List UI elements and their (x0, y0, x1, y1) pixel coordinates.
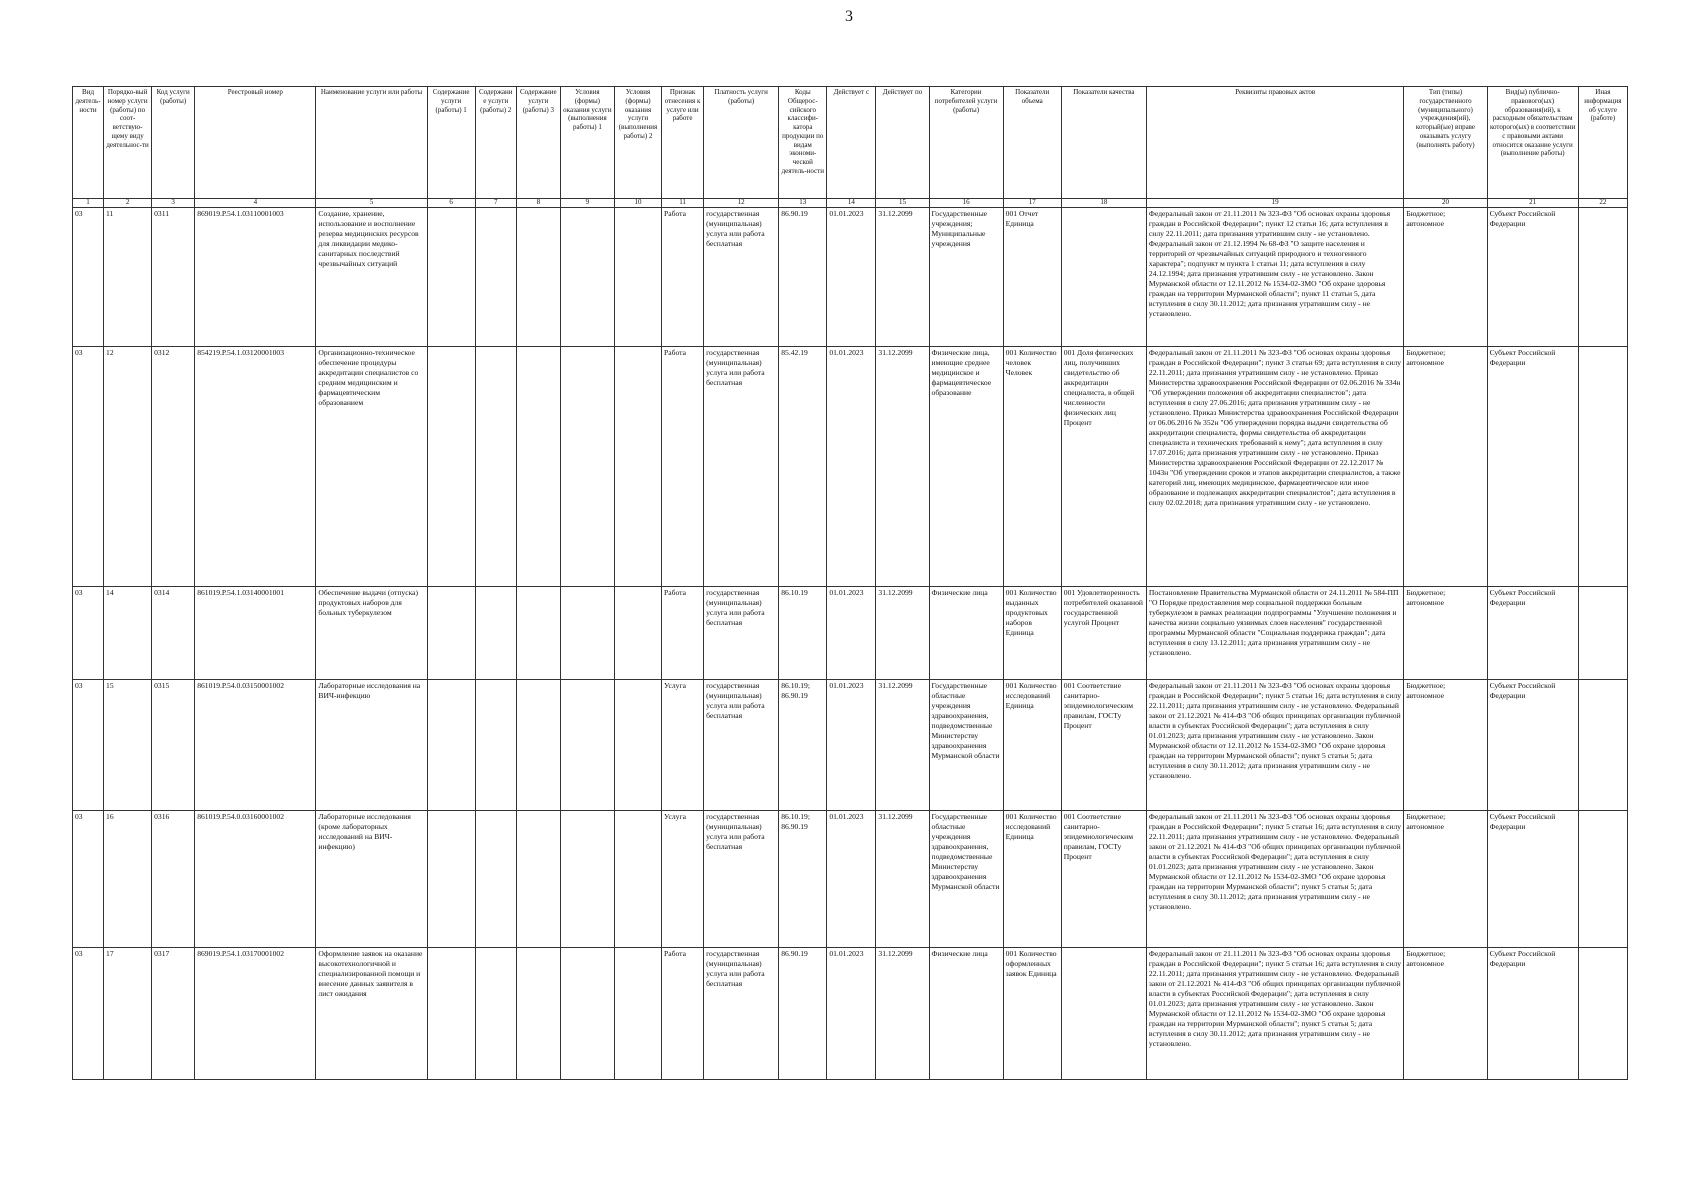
column-number: 11 (662, 199, 704, 208)
acts-cell: Федеральный закон от 21.11.2011 № 323-ФЗ "Об основах охраны здоровья граждан в Российской Федерации"; пункт 5 статьи 16; дата вступления в силу 22.11.2011; дата признания утратившим силу - не установлено. Федеральный закон от 21.12.2021 № 414-ФЗ "Об общих принципах организации публичной власти в субъектах Российской Федерации"; дата вступления в силу 01.01.2023; дата признания утратившим силу - не установлено. Закон Мурманской области от 12.11.2012 № 1534-02-ЗМО "Об охране здоровья граждан на территории Мурманской области"; пункт 5 статьи 5; дата вступления в силу 30.11.2012; дата признания утратившим силу - не установлено. (1146, 948, 1403, 1080)
content2-cell (475, 347, 516, 587)
quality-cell (1061, 208, 1146, 347)
kind-cell: Услуга (662, 811, 704, 948)
consumers-cell: Физические лица (929, 948, 1003, 1080)
acts-cell: Постановление Правительства Мурманской области от 24.11.2011 № 584-ПП "О Порядке предоставления мер социальной поддержки больным туберкулезом в рамках реализации подпрограммы "Улучшение положения и качества жизни социально уязвимых слоев населения" государственной программы Мурманской области "Социальная поддержка граждан"; дата вступления в силу 13.12.2011; дата признания утратившим силу - не установлено. (1146, 587, 1403, 680)
table-row (73, 948, 1628, 1080)
payment-cell: государственная (муниципальная) услуга или работа бесплатная (704, 680, 779, 811)
column-number: 20 (1404, 199, 1487, 208)
header-cell: Вид(ы) публично-правового(ых) образования(ий), к расходным обязательствам которого(ых) в соответствии с правовыми актами относится оказание услуги (выполнение работы) (1487, 87, 1578, 199)
column-number-row (73, 199, 1628, 208)
content1-cell (427, 587, 475, 680)
acts-cell: Федеральный закон от 21.11.2011 № 323-ФЗ "Об основах охраны здоровья граждан в Российской Федерации"; пункт 3 статьи 69; дата вступления в силу 22.11.2011; дата признания утратившим силу - не установлено. Приказ Министерства здравоохранения Российской Федерации от 02.06.2016 № 334н "Об утверждении положения об аккредитации специалистов"; дата вступления в силу 27.06.2016; дата признания утратившим силу - не установлено. Приказ Министерства здравоохранения Российской Федерации от 06.06.2016 № 352н "Об утверждении порядка выдачи свидетельства об аккредитации специалиста, формы свидетельства об аккредитации специалиста и технических требований к нему"; дата вступления в силу 17.07.2016; дата признания утратившим силу - не установлено. Приказ Министерства здравоохранения Российской Федерации от 22.12.2017 № 1043н "Об утверждении сроков и этапов аккредитации специалистов, а также категорий лиц, имеющих медицинское, фармацевтическое или иное образование и подлежащих аккредитации специалистов"; дата вступления в силу 02.02.2018; дата признания утратившим силу - не установлено. (1146, 347, 1403, 587)
column-number: 15 (876, 199, 929, 208)
column-number: 17 (1003, 199, 1061, 208)
condition1-cell (560, 347, 614, 587)
volume-cell: 001 Количество исследований Единица (1003, 811, 1061, 948)
code-cell: 0315 (152, 680, 195, 811)
content1-cell (427, 347, 475, 587)
header-cell: Действует с (827, 87, 876, 199)
institution-type-cell: Бюджетное; автономное (1404, 680, 1487, 811)
registry-cell: 861019.Р.54.0.03160001002 (195, 811, 316, 948)
content1-cell (427, 811, 475, 948)
header-cell: Вид деятель-ности (73, 87, 104, 199)
kind-cell: Работа (662, 587, 704, 680)
content3-cell (516, 587, 560, 680)
header-cell: Признак отнесения к услуге или работе (662, 87, 704, 199)
order-cell: 12 (104, 347, 152, 587)
header-cell: Наименование услуги или работы (316, 87, 427, 199)
order-cell: 14 (104, 587, 152, 680)
name-cell: Лабораторные исследования на ВИЧ-инфекцию (316, 680, 427, 811)
name-cell: Оформление заявок на оказание высокотехнологичной и специализированной помощи и внесение данных заявителя в лист ожидания (316, 948, 427, 1080)
table-row (73, 680, 1628, 811)
activity-cell: 03 (73, 948, 104, 1080)
consumers-cell: Государственные областные учреждения здравоохранения, подведомственные Министерству здравоохранения Мурманской области (929, 811, 1003, 948)
institution-type-cell: Бюджетное; автономное (1404, 811, 1487, 948)
condition1-cell (560, 587, 614, 680)
header-cell: Категории потребителей услуги (работы) (929, 87, 1003, 199)
consumers-cell: Физические лица, имеющие среднее медицинское и фармацевтическое образование (929, 347, 1003, 587)
entity-cell: Субъект Российской Федерации (1487, 587, 1578, 680)
column-number: 14 (827, 199, 876, 208)
condition1-cell (560, 948, 614, 1080)
header-cell: Коды Общерос-сийского классифи-катора продукции по видам экономи-ческой деятель-ности (779, 87, 827, 199)
column-number: 8 (516, 199, 560, 208)
column-number: 9 (560, 199, 614, 208)
kind-cell: Работа (662, 347, 704, 587)
activity-cell: 03 (73, 680, 104, 811)
registry-cell: 869019.Р.54.1.03110001003 (195, 208, 316, 347)
kind-cell: Работа (662, 208, 704, 347)
activity-cell: 03 (73, 587, 104, 680)
volume-cell: 001 Количество выданных продуктовых наборов Единица (1003, 587, 1061, 680)
header-row (73, 87, 1628, 199)
order-cell: 15 (104, 680, 152, 811)
content1-cell (427, 948, 475, 1080)
registry-cell: 854219.Р.54.1.03120001003 (195, 347, 316, 587)
column-number: 10 (614, 199, 661, 208)
name-cell: Обеспечение выдачи (отпуска) продуктовых наборов для больных туберкулезом (316, 587, 427, 680)
okved-cell: 86.10.19 (779, 587, 827, 680)
content1-cell (427, 208, 475, 347)
content1-cell (427, 680, 475, 811)
header-cell: Платность услуги (работы) (704, 87, 779, 199)
quality-cell: 001 Соответствие санитарно-эпидемиологическим правилам, ГОСТу Процент (1061, 680, 1146, 811)
consumers-cell: Государственные областные учреждения здравоохранения, подведомственные Министерству здравоохранения Мурманской области (929, 680, 1003, 811)
payment-cell: государственная (муниципальная) услуга или работа бесплатная (704, 948, 779, 1080)
payment-cell: государственная (муниципальная) услуга или работа бесплатная (704, 811, 779, 948)
content3-cell (516, 680, 560, 811)
to-cell: 31.12.2099 (876, 680, 929, 811)
column-number: 6 (427, 199, 475, 208)
content2-cell (475, 811, 516, 948)
condition2-cell (614, 948, 661, 1080)
condition1-cell (560, 208, 614, 347)
condition1-cell (560, 680, 614, 811)
header-cell: Условия (формы) оказания услуги (выполнения работы) 1 (560, 87, 614, 199)
header-cell: Реквизиты правовых актов (1146, 87, 1403, 199)
column-number: 16 (929, 199, 1003, 208)
registry-table (72, 86, 1628, 1080)
column-number: 18 (1061, 199, 1146, 208)
condition2-cell (614, 811, 661, 948)
column-number: 21 (1487, 199, 1578, 208)
quality-cell: 001 Доля физических лиц, получивших свидетельство об аккредитации специалиста, в общей численности физических лиц Процент (1061, 347, 1146, 587)
kind-cell: Услуга (662, 680, 704, 811)
header-cell: Действует по (876, 87, 929, 199)
table-row (73, 347, 1628, 587)
okved-cell: 86.90.19 (779, 208, 827, 347)
from-cell: 01.01.2023 (827, 347, 876, 587)
activity-cell: 03 (73, 811, 104, 948)
entity-cell: Субъект Российской Федерации (1487, 347, 1578, 587)
header-cell: Показатели качества (1061, 87, 1146, 199)
header-cell: Содержание услуги (работы) 3 (516, 87, 560, 199)
content2-cell (475, 587, 516, 680)
page-number: 3 (845, 8, 853, 25)
payment-cell: государственная (муниципальная) услуга или работа бесплатная (704, 587, 779, 680)
column-number: 7 (475, 199, 516, 208)
entity-cell: Субъект Российской Федерации (1487, 208, 1578, 347)
to-cell: 31.12.2099 (876, 208, 929, 347)
column-number: 5 (316, 199, 427, 208)
to-cell: 31.12.2099 (876, 347, 929, 587)
column-number: 22 (1578, 199, 1627, 208)
institution-type-cell: Бюджетное; автономное (1404, 347, 1487, 587)
table-row (73, 208, 1628, 347)
from-cell: 01.01.2023 (827, 811, 876, 948)
column-number: 19 (1146, 199, 1403, 208)
other-cell (1578, 680, 1627, 811)
name-cell: Лабораторные исследования (кроме лабораторных исследований на ВИЧ-инфекцию) (316, 811, 427, 948)
acts-cell: Федеральный закон от 21.11.2011 № 323-ФЗ "Об основах охраны здоровья граждан в Российской Федерации"; пункт 12 статьи 16; дата вступления в силу 22.11.2011; дата признания утратившим силу - не установлено. Федеральный закон от 21.12.1994 № 68-ФЗ "О защите населения и территорий от чрезвычайных ситуаций природного и техногенного характера"; подпункт м пункта 1 статьи 11; дата вступления в силу 24.12.1994; дата признания утратившим силу - не установлено. Закон Мурманской области от 12.11.2012 № 1534-02-ЗМО "Об охране здоровья граждан на территории Мурманской области"; пункт 11 статьи 5, дата вступления в силу 30.11.2012; дата признания утратившим силу - не установлено. (1146, 208, 1403, 347)
name-cell: Создание, хранение, использование и восполнение резерва медицинских ресурсов для ликвидации медико-санитарных последствий чрезвычайных ситуаций (316, 208, 427, 347)
volume-cell: 001 Количество исследований Единица (1003, 680, 1061, 811)
code-cell: 0316 (152, 811, 195, 948)
to-cell: 31.12.2099 (876, 811, 929, 948)
header-cell: Код услуги (работы) (152, 87, 195, 199)
column-number: 3 (152, 199, 195, 208)
code-cell: 0314 (152, 587, 195, 680)
condition2-cell (614, 587, 661, 680)
okved-cell: 86.10.19; 86.90.19 (779, 680, 827, 811)
table-row (73, 587, 1628, 680)
code-cell: 0317 (152, 948, 195, 1080)
header-cell: Показатели объема (1003, 87, 1061, 199)
entity-cell: Субъект Российской Федерации (1487, 948, 1578, 1080)
institution-type-cell: Бюджетное; автономное (1404, 587, 1487, 680)
content3-cell (516, 347, 560, 587)
condition2-cell (614, 347, 661, 587)
entity-cell: Субъект Российской Федерации (1487, 811, 1578, 948)
acts-cell: Федеральный закон от 21.11.2011 № 323-ФЗ "Об основах охраны здоровья граждан в Российской Федерации"; пункт 5 статьи 16; дата вступления в силу 22.11.2011; дата признания утратившим силу - не установлено. Федеральный закон от 21.12.2021 № 414-ФЗ "Об общих принципах организации публичной власти в субъектах Российской Федерации"; дата вступления в силу 01.01.2023; дата признания утратившим силу - не установлено. Закон Мурманской области от 12.11.2012 № 1534-02-ЗМО "Об охране здоровья граждан на территории Мурманской области"; пункт 5 статьи 5; дата вступления в силу 30.11.2012; дата признания утратившим силу - не установлено. (1146, 811, 1403, 948)
to-cell: 31.12.2099 (876, 948, 929, 1080)
header-cell: Тип (типы) государственного (муниципального) учреждения(ий), который(ые) вправе оказывать услугу (выполнять работу) (1404, 87, 1487, 199)
quality-cell (1061, 948, 1146, 1080)
volume-cell: 001 Количество оформленных заявок Единица (1003, 948, 1061, 1080)
other-cell (1578, 587, 1627, 680)
from-cell: 01.01.2023 (827, 587, 876, 680)
header-cell: Содержание услуги (работы) 1 (427, 87, 475, 199)
registry-cell: 861019.Р.54.1.03140001001 (195, 587, 316, 680)
institution-type-cell: Бюджетное; автономное (1404, 948, 1487, 1080)
condition1-cell (560, 811, 614, 948)
column-number: 4 (195, 199, 316, 208)
from-cell: 01.01.2023 (827, 948, 876, 1080)
column-number: 12 (704, 199, 779, 208)
entity-cell: Субъект Российской Федерации (1487, 680, 1578, 811)
volume-cell: 001 Количество человек Человек (1003, 347, 1061, 587)
activity-cell: 03 (73, 347, 104, 587)
column-number: 1 (73, 199, 104, 208)
header-cell: Условия (формы) оказания услуги (выполнения работы) 2 (614, 87, 661, 199)
code-cell: 0311 (152, 208, 195, 347)
registry-cell: 869019.Р.54.1.03170001002 (195, 948, 316, 1080)
table-row (73, 811, 1628, 948)
name-cell: Организационно-техническое обеспечение процедуры аккредитации специалистов со средним медицинским и фармацевтическим образованием (316, 347, 427, 587)
other-cell (1578, 948, 1627, 1080)
order-cell: 16 (104, 811, 152, 948)
content3-cell (516, 948, 560, 1080)
registry-cell: 861019.Р.54.0.03150001002 (195, 680, 316, 811)
other-cell (1578, 811, 1627, 948)
order-cell: 17 (104, 948, 152, 1080)
header-cell: Порядко-вый номер услуги (работы) по соот-ветствую-щему виду деятельнос-ти (104, 87, 152, 199)
okved-cell: 86.10.19; 86.90.19 (779, 811, 827, 948)
quality-cell: 001 Соответствие санитарно-эпидемиологическим правилам, ГОСТу Процент (1061, 811, 1146, 948)
consumers-cell: Физические лица (929, 587, 1003, 680)
header-cell: Иная информация об услуге (работе) (1578, 87, 1627, 199)
to-cell: 31.12.2099 (876, 587, 929, 680)
institution-type-cell: Бюджетное; автономное (1404, 208, 1487, 347)
from-cell: 01.01.2023 (827, 680, 876, 811)
payment-cell: государственная (муниципальная) услуга или работа бесплатная (704, 208, 779, 347)
quality-cell: 001 Удовлетворенность потребителей оказанной государственной услугой Процент (1061, 587, 1146, 680)
header-cell: Содержани е услуги (работы) 2 (475, 87, 516, 199)
from-cell: 01.01.2023 (827, 208, 876, 347)
content2-cell (475, 208, 516, 347)
okved-cell: 85.42.19 (779, 347, 827, 587)
activity-cell: 03 (73, 208, 104, 347)
header-cell: Реестровый номер (195, 87, 316, 199)
code-cell: 0312 (152, 347, 195, 587)
other-cell (1578, 347, 1627, 587)
content2-cell (475, 680, 516, 811)
order-cell: 11 (104, 208, 152, 347)
content3-cell (516, 208, 560, 347)
column-number: 13 (779, 199, 827, 208)
payment-cell: государственная (муниципальная) услуга или работа бесплатная (704, 347, 779, 587)
condition2-cell (614, 208, 661, 347)
okved-cell: 86.90.19 (779, 948, 827, 1080)
condition2-cell (614, 680, 661, 811)
other-cell (1578, 208, 1627, 347)
column-number: 2 (104, 199, 152, 208)
kind-cell: Работа (662, 948, 704, 1080)
content2-cell (475, 948, 516, 1080)
content3-cell (516, 811, 560, 948)
acts-cell: Федеральный закон от 21.11.2011 № 323-ФЗ "Об основах охраны здоровья граждан в Российской Федерации"; пункт 5 статьи 16; дата вступления в силу 22.11.2011; дата признания утратившим силу - не установлено. Федеральный закон от 21.12.2021 № 414-ФЗ "Об общих принципах организации публичной власти в субъектах Российской Федерации"; дата вступления в силу 01.01.2023; дата признания утратившим силу - не установлено. Закон Мурманской области от 12.11.2012 № 1534-02-ЗМО "Об охране здоровья граждан на территории Мурманской области"; пункт 5 статьи 5; дата вступления в силу 30.11.2012; дата признания утратившим силу - не установлено. (1146, 680, 1403, 811)
consumers-cell: Государственные учреждения; Муниципальные учреждения (929, 208, 1003, 347)
volume-cell: 001 Отчет Единица (1003, 208, 1061, 347)
